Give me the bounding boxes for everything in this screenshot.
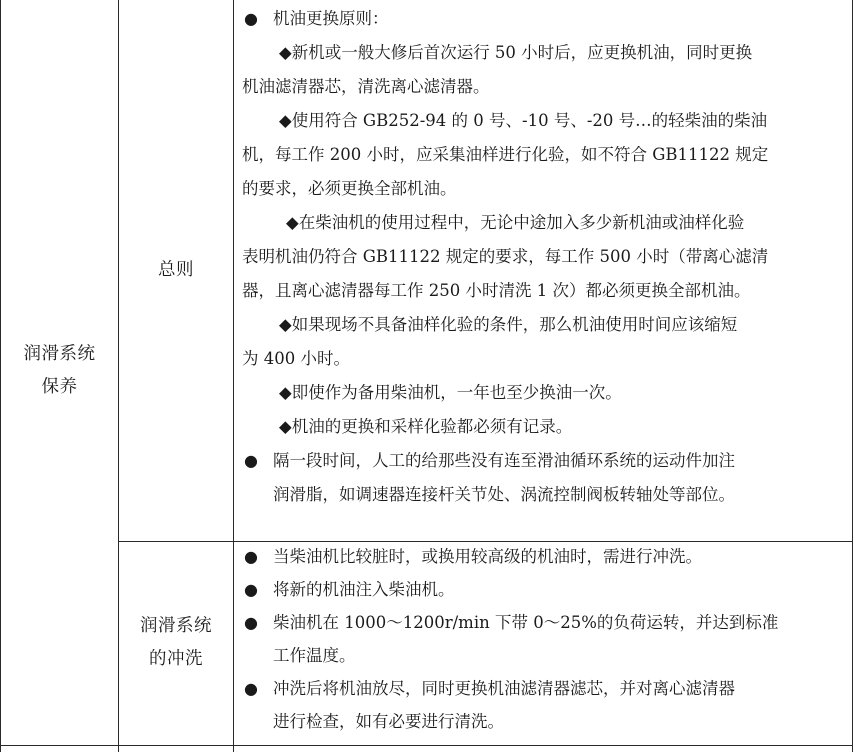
- section-title-line2: 保养: [41, 377, 78, 397]
- flush-item-4-line2: 进行检查，如有必要进行清洗。: [273, 712, 504, 731]
- flush-content: [242, 540, 842, 745]
- general-p2-line1: ◆使用符合 GB252-94 的 0 号、-10 号、-20 号…的轻柴油的柴油: [279, 111, 768, 130]
- general-p1-line1: ◆新机或一般大修后首次运行 50 小时后，应更换机油，同时更换: [279, 43, 753, 62]
- general-p2-line3: 的要求，必须更换全部机油。: [242, 179, 457, 198]
- general-p5-line1: ◆即使作为备用柴油机，一年也至少换油一次。: [279, 383, 622, 402]
- bullet-icon: ●: [244, 9, 258, 28]
- flush-item-3-line2: 工作温度。: [273, 646, 356, 665]
- general-p6-line1: ◆机油的更换和采样化验都必须有记录。: [279, 417, 573, 436]
- flush-label: [119, 610, 233, 676]
- general-content: [242, 2, 842, 540]
- general-b2-line1: 隔一段时间，人工的给那些没有连至滑油循环系统的运动件加注: [273, 451, 735, 470]
- flush-item-2: 将新的机油注入柴油机。: [273, 580, 455, 599]
- flush-item-3-line1: 柴油机在 1000～1200r/min 下带 0～25%的负荷运转，并达到标准: [273, 613, 779, 632]
- flush-label-line2: 的冲洗: [149, 649, 203, 669]
- general-b2-line2: 润滑脂，如调速器连接杆关节处、涡流控制阀板转轴处等部位。: [273, 485, 735, 504]
- section-title: [1, 338, 118, 404]
- general-p1-line2: 机油滤清器芯，清洗离心滤清器。: [242, 77, 490, 96]
- general-heading: 机油更换原则：: [273, 9, 389, 28]
- general-p2-line2: 机，每工作 200 小时，应采集油样进行化验，如不符合 GB11122 规定: [242, 145, 769, 164]
- bullet-icon: ●: [244, 679, 258, 698]
- general-label: 总则: [158, 260, 194, 280]
- general-p4-line1: ◆如果现场不具备油样化验的条件，那么机油使用时间应该缩短: [279, 315, 738, 334]
- bullet-icon: ●: [244, 613, 258, 632]
- flush-item-1: 当柴油机比较脏时，或换用较高级的机油时，需进行冲洗。: [273, 547, 702, 566]
- general-p3-line2: 表明机油仍符合 GB11122 规定的要求，每工作 500 小时（带离心滤清: [242, 247, 769, 266]
- bullet-icon: ●: [244, 580, 258, 599]
- table-divider-col2: [233, 0, 234, 752]
- general-p4-line2: 为 400 小时。: [242, 349, 350, 368]
- general-p3-line3: 器，且离心滤清器每工作 250 小时清洗 1 次）都必须更换全部机油。: [242, 281, 751, 300]
- flush-label-line1: 润滑系统: [140, 616, 212, 636]
- general-p3-line1: ◆在柴油机的使用过程中，无论中途加入多少新机油或油样化验: [286, 213, 745, 232]
- section-title-line1: 润滑系统: [23, 344, 96, 364]
- table-border-right: [852, 0, 853, 752]
- flush-item-4-line1: 冲洗后将机油放尽，同时更换机油滤清器滤芯，并对离心滤清器: [273, 679, 735, 698]
- bullet-icon: ●: [244, 451, 258, 470]
- table-border-bottom: [0, 745, 853, 746]
- bullet-icon: ●: [244, 547, 258, 566]
